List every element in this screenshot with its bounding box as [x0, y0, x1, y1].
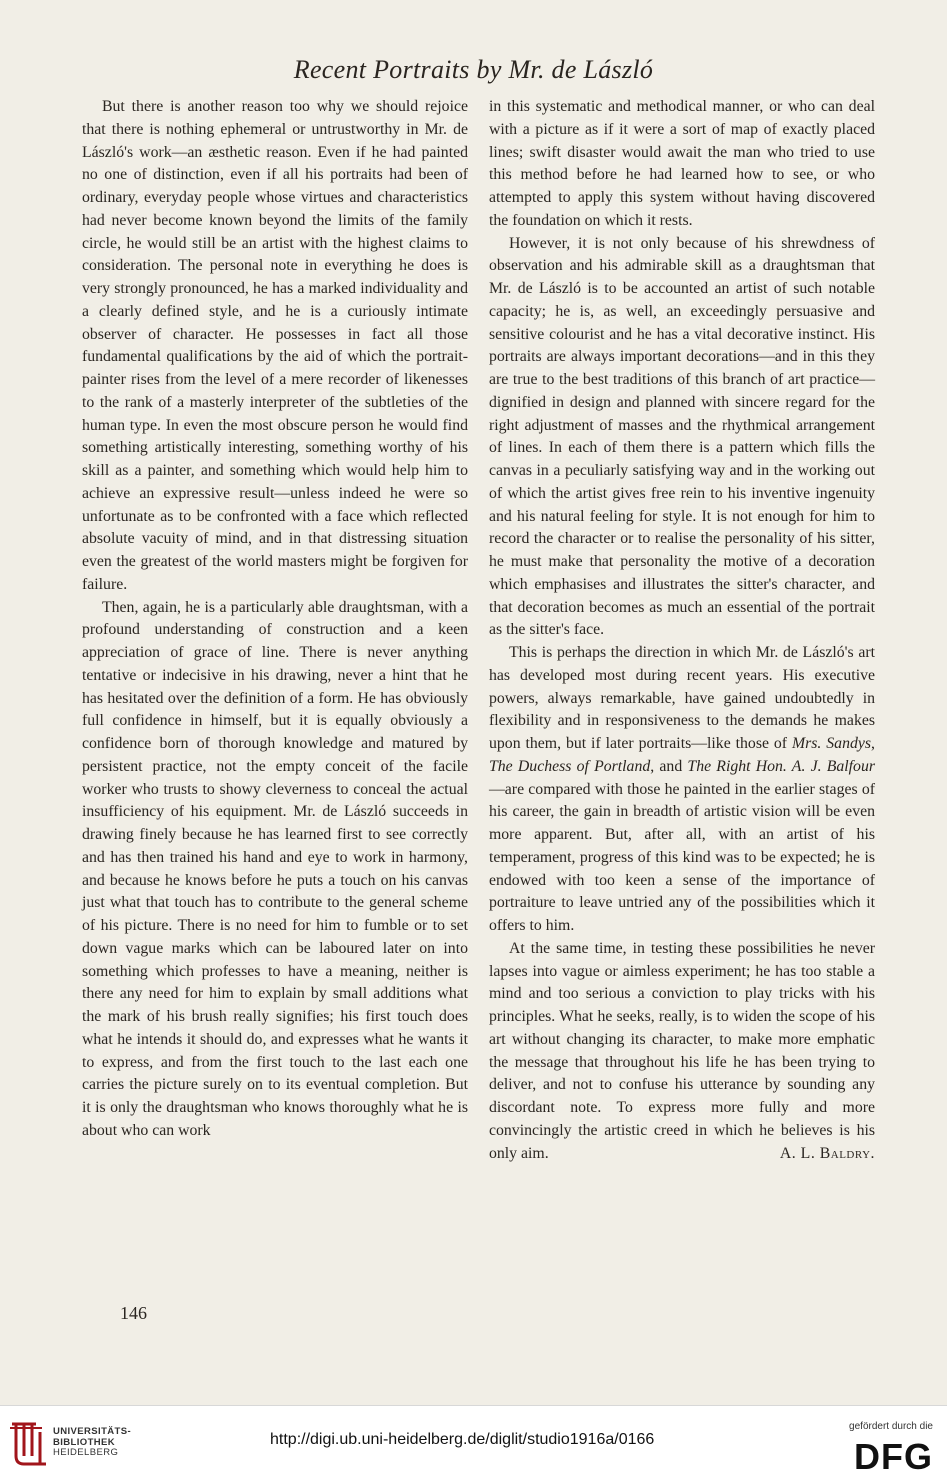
right-column: [489, 96, 875, 1165]
paragraph: [489, 938, 875, 1166]
separator: , and: [650, 757, 688, 775]
funding-note: gefördert durch die: [849, 1421, 933, 1432]
left-column: [82, 96, 468, 1143]
author-signature: A. L. Baldry.: [779, 1144, 875, 1162]
paragraph-text: At the same time, in testing these possibilities he never lapses into vague or aimless experiment; he has too stable a mind and too serious a conviction to play tricks with his principles. What he seeks, really, is to widen the scope of his art without changing its character, to make more emphatic the message that throughout his life he has been trying to deliver, and not to confuse his utterance by sounding any discordant note. To express more fully and more convincingly the artistic creed in which he believes is his only aim.: [489, 939, 875, 1162]
paragraph: But there is another reason too why we should rejoice that there is nothing ephemeral or untrustworthy in Mr. de László's work—an æsthetic reason. Even if he had painted no one of distinction, even if all his portraits had been of ordinary, everyday people whose virtues and characteristics had never become known beyond the limits of the family circle, he would still be an artist with the highest claims to consideration. The personal note in everything he does is very strongly pronounced, he has a marked individuality and a clearly defined style, and he is a curiously intimate observer of character. He possesses in fact all those fundamental qualifications by the aid of which the portrait-painter rises from the level of a mere recorder of likenesses to the rank of a masterly interpreter of the subtleties of the human type. In even the most obscure person he would find something artistically interesting, something worthy of his skill as a painter, and something which would help him to achieve an expressive result—unless indeed he were so unfortunate as to be confronted with a face which reflected absolute vacuity of mind, and in that distressing situation even the greatest of the world masters might be forgiven for failure.: [82, 98, 468, 593]
portrait-title: The Duchess of Portland: [489, 757, 651, 775]
portrait-title: The Right Hon. A. J. Balfour: [687, 757, 876, 775]
page-number: 146: [120, 1303, 147, 1323]
paragraph: Then, again, he is a particularly able draughtsman, with a profound understanding of construction and a keen appreciation of grace of line. There is never anything tentative or indecisive in his drawing, never a hint that he has hesitated over the definition of a form. He has obviously full confidence in himself, but it is equally obviously a confidence born of thorough knowledge and matured by persistent practice, not the empty conceit of the facile worker who trusts to showy cleverness to conceal the actual insufficiency of his equipment. Mr. de László succeeds in drawing finely because he has learned first to see correctly and has then trained his hand and eye to work in harmony, and because he knows before he puts a touch on his canvas just what that touch has to contribute to the general scheme of his picture. There is no need for him to fumble or to set down vague marks which can be laboured later on into something which professes to have a meaning, neither is there any need for him to explain by small additions what the mark of his brush really signifies; his first touch does what he intends it should do, and expresses what he wants it to express, and from the first touch to the last each one carries the picture surely on to its eventual completion. But it is only the draughtsman who knows thoroughly what he is about who can work: [82, 598, 468, 1139]
running-header: Recent Portraits by Mr. de László: [293, 55, 654, 84]
library-name-line: HEIDELBERG: [53, 1447, 119, 1458]
library-name-line: UNIVERSITÄTS-: [53, 1426, 132, 1437]
digitization-footer: [0, 1405, 947, 1483]
separator: ,: [871, 735, 875, 752]
library-name: [53, 1427, 131, 1459]
library-name-line: BIBLIOTHEK: [53, 1436, 116, 1448]
portrait-title: Mrs. Sandys: [791, 735, 872, 752]
permalink-url[interactable]: http://digi.ub.uni-heidelberg.de/diglit/studio1916a/0166: [270, 1431, 655, 1448]
paragraph-text: This is perhaps the direction in which Mr. de László's art has developed most during recent years. His executive powers, always remarkable, have gained undoubtedly in flexibility and in responsiveness to the demands he makes upon them, but if later portraits—like those of: [489, 644, 875, 752]
paragraph: However, it is not only because of his shrewdness of observation and his admirable skill as a draughtsman that Mr. de László is to be accounted an artist of such notable capacity; he is, as well, an exceedingly persuasive and sensitive colourist and he has a vital decorative instinct. His portraits are always important decorations—and in this they are true to the best traditions of this branch of art practice—dignified in design and planned with sincere regard for the right adjustment of masses and the rhythmical arrangement of lines. In each of them there is a pattern which fills the canvas in a peculiarly satisfying way and in the working out of which the artist gives free rein to his inventive ingenuity and his natural feeling for style. It is not enough for him to record the character or to realise the personality of his sitter, he must make that personality the motive of a decoration which emphasises and illustrates the sitter's character, and that decoration becomes as much an essential of the portrait as the sitter's face.: [489, 234, 875, 639]
dfg-logo: DFG: [854, 1436, 933, 1477]
paragraph-continuation: in this systematic and methodical manner, or who can deal with a picture as if it were a sort of map of exactly placed lines; swift disaster would await the man who tried to use this method before he had learned how to see, or who attempted to apply this system without having discovered the foundation on which it rests.: [489, 98, 875, 229]
paragraph: [489, 642, 875, 938]
paragraph-text: —are compared with those he painted in the earlier stages of his career, the gain in breadth of artistic vision will be even more apparent. But, after all, with an artist of his temperament, progress of this kind was to be expected; he is endowed with too keen a sense of the importance of portraiture to leave untried any of the possibilities which it offers to him.: [489, 780, 875, 934]
